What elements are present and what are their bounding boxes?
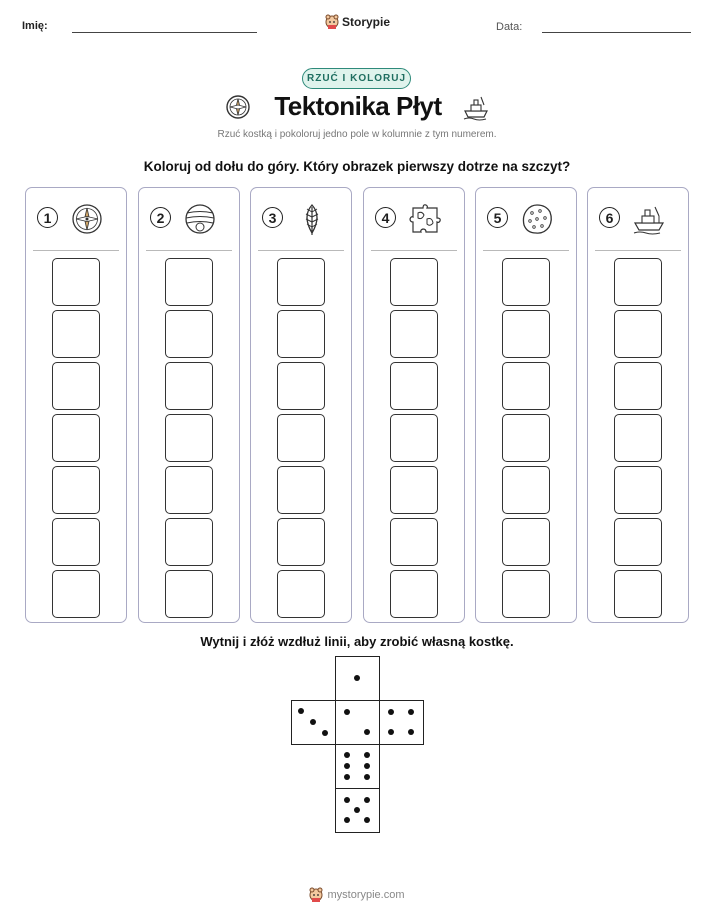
color-box[interactable] bbox=[277, 310, 325, 358]
dice-pip bbox=[344, 817, 350, 823]
color-box[interactable] bbox=[614, 258, 662, 306]
column-1 bbox=[25, 187, 127, 623]
storypie-mascot-icon bbox=[309, 887, 323, 903]
color-box[interactable] bbox=[277, 466, 325, 514]
column-divider bbox=[258, 250, 344, 251]
dice-pip bbox=[408, 729, 414, 735]
cut-instruction: Wytnij i złóż wzdłuż linii, aby zrobić własną kostkę. bbox=[200, 634, 514, 649]
storypie-mascot-icon bbox=[325, 14, 339, 30]
dice-pip bbox=[344, 763, 350, 769]
color-box[interactable] bbox=[614, 310, 662, 358]
dice-pip bbox=[298, 708, 304, 714]
column-number: 4 bbox=[375, 207, 396, 228]
color-box[interactable] bbox=[502, 362, 550, 410]
color-box[interactable] bbox=[614, 466, 662, 514]
activity-badge: RZUĆ I KOLORUJ bbox=[302, 68, 411, 89]
subtitle: Rzuć kostką i pokoloruj jedno pole w kolumnie z tym numerem. bbox=[217, 129, 497, 140]
dice-face-1 bbox=[335, 656, 380, 701]
dice-face-2 bbox=[335, 700, 380, 745]
column-6 bbox=[587, 187, 689, 623]
color-box[interactable] bbox=[390, 310, 438, 358]
color-box[interactable] bbox=[390, 518, 438, 566]
column-divider bbox=[483, 250, 569, 251]
color-box[interactable] bbox=[390, 414, 438, 462]
color-box[interactable] bbox=[52, 466, 100, 514]
column-number: 6 bbox=[599, 207, 620, 228]
color-box[interactable] bbox=[502, 518, 550, 566]
color-box[interactable] bbox=[165, 258, 213, 306]
instruction: Koloruj od dołu do góry. Który obrazek pierwszy dotrze na szczyt? bbox=[143, 159, 571, 174]
dice-face-3 bbox=[291, 700, 336, 745]
color-box[interactable] bbox=[502, 414, 550, 462]
date-label: Data: bbox=[496, 21, 523, 33]
color-box[interactable] bbox=[502, 258, 550, 306]
rock-icon bbox=[520, 202, 554, 236]
dice-pip bbox=[364, 797, 370, 803]
color-box[interactable] bbox=[277, 414, 325, 462]
color-box[interactable] bbox=[390, 466, 438, 514]
column-divider bbox=[371, 250, 457, 251]
name-label: Imię: bbox=[22, 20, 48, 32]
dice-pip bbox=[388, 709, 394, 715]
dice-pip bbox=[344, 709, 350, 715]
color-box[interactable] bbox=[502, 570, 550, 618]
footer bbox=[0, 887, 714, 903]
color-box[interactable] bbox=[614, 414, 662, 462]
column-number: 3 bbox=[262, 207, 283, 228]
dice-pip bbox=[364, 729, 370, 735]
dice-pip bbox=[364, 752, 370, 758]
color-box[interactable] bbox=[165, 466, 213, 514]
color-box[interactable] bbox=[52, 362, 100, 410]
footer-url[interactable]: mystorypie.com bbox=[327, 889, 405, 901]
dice-pip bbox=[354, 675, 360, 681]
brand-name: Storypie bbox=[342, 15, 391, 29]
page-title: Tektonika Płyt bbox=[274, 91, 442, 121]
color-box[interactable] bbox=[614, 570, 662, 618]
color-box[interactable] bbox=[52, 310, 100, 358]
dice-pip bbox=[364, 763, 370, 769]
column-3 bbox=[250, 187, 352, 623]
column-number: 1 bbox=[37, 207, 58, 228]
compass-icon bbox=[225, 94, 251, 120]
column-5 bbox=[475, 187, 577, 623]
dice-face-5 bbox=[335, 788, 380, 833]
dice-face-6 bbox=[335, 744, 380, 789]
color-box[interactable] bbox=[52, 414, 100, 462]
color-box[interactable] bbox=[52, 258, 100, 306]
dice-pip bbox=[344, 774, 350, 780]
dice-pip bbox=[364, 774, 370, 780]
dice-pip bbox=[408, 709, 414, 715]
color-box[interactable] bbox=[52, 518, 100, 566]
dice-pip bbox=[354, 807, 360, 813]
color-box[interactable] bbox=[390, 258, 438, 306]
dice-pip bbox=[344, 797, 350, 803]
column-2 bbox=[138, 187, 240, 623]
color-box[interactable] bbox=[277, 518, 325, 566]
compass-icon bbox=[70, 202, 104, 236]
ship-icon bbox=[462, 93, 490, 121]
color-box[interactable] bbox=[165, 518, 213, 566]
planet-icon bbox=[183, 202, 217, 236]
column-divider bbox=[33, 250, 119, 251]
puzzle-map-icon bbox=[408, 202, 442, 236]
brand-logo bbox=[325, 14, 390, 30]
dice-pip bbox=[388, 729, 394, 735]
color-box[interactable] bbox=[277, 258, 325, 306]
date-line[interactable] bbox=[542, 32, 691, 33]
dice-pip bbox=[322, 730, 328, 736]
color-box[interactable] bbox=[165, 570, 213, 618]
dice-pip bbox=[344, 752, 350, 758]
color-box[interactable] bbox=[614, 362, 662, 410]
color-box[interactable] bbox=[165, 362, 213, 410]
color-box[interactable] bbox=[502, 466, 550, 514]
color-box[interactable] bbox=[165, 310, 213, 358]
name-line[interactable] bbox=[72, 32, 257, 33]
column-divider bbox=[595, 250, 681, 251]
color-box[interactable] bbox=[277, 362, 325, 410]
dice-pip bbox=[310, 719, 316, 725]
dice-pip bbox=[364, 817, 370, 823]
color-box[interactable] bbox=[502, 310, 550, 358]
color-box[interactable] bbox=[52, 570, 100, 618]
color-box[interactable] bbox=[614, 518, 662, 566]
leaf-icon bbox=[295, 202, 329, 236]
column-number: 5 bbox=[487, 207, 508, 228]
ship-icon bbox=[632, 202, 666, 236]
color-box[interactable] bbox=[390, 362, 438, 410]
column-divider bbox=[146, 250, 232, 251]
color-box[interactable] bbox=[390, 570, 438, 618]
color-box[interactable] bbox=[277, 570, 325, 618]
color-box[interactable] bbox=[165, 414, 213, 462]
dice-face-4 bbox=[379, 700, 424, 745]
column-4 bbox=[363, 187, 465, 623]
column-number: 2 bbox=[150, 207, 171, 228]
